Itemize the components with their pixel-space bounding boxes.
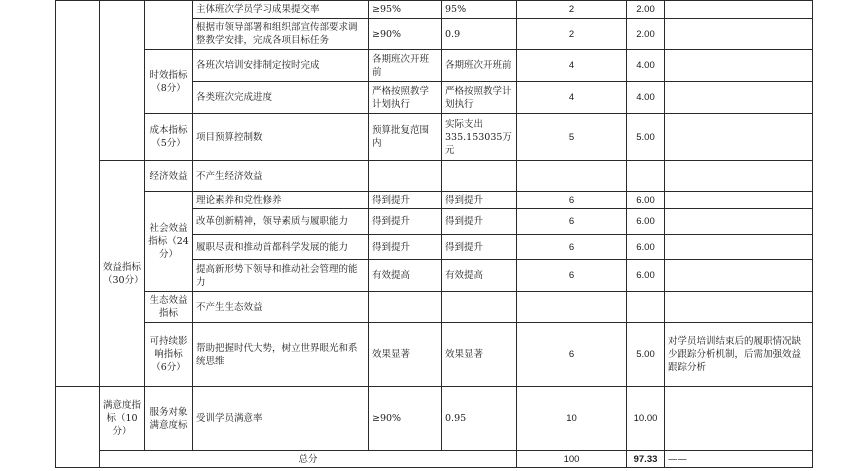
indicator-name: 各类班次完成进度	[193, 82, 369, 114]
total-remark: ——	[665, 451, 813, 468]
target-value: 效果显著	[369, 323, 442, 387]
total-score: 97.33	[627, 451, 665, 468]
weight: 10	[517, 387, 627, 451]
indicator-name: 各班次培训安排制定按时完成	[193, 50, 369, 82]
table-row	[56, 323, 813, 387]
score: 2.00	[627, 1, 665, 19]
total-label: 总分	[100, 451, 517, 468]
target-value	[369, 161, 442, 192]
table-row	[56, 50, 813, 82]
total-row	[56, 451, 813, 468]
remark	[665, 235, 813, 260]
remark	[665, 114, 813, 161]
benefit-indicator-cell: 效益指标（30分）	[100, 161, 145, 387]
score: 5.00	[627, 323, 665, 387]
weight	[517, 161, 627, 192]
target-value	[369, 292, 442, 323]
col-a-cell	[56, 387, 100, 468]
remark	[665, 209, 813, 235]
remark	[665, 82, 813, 114]
remark	[665, 260, 813, 292]
total-weight: 100	[517, 451, 627, 468]
remark: 对学员培训结束后的履职情况缺少跟踪分析机制，后需加强效益跟踪分析	[665, 323, 813, 387]
satisfaction-indicator-cell: 满意度指标（10分）	[100, 387, 145, 451]
score: 6.00	[627, 235, 665, 260]
actual-value: 实际支出335.153035万元	[442, 114, 517, 161]
remark	[665, 387, 813, 451]
weight: 2	[517, 1, 627, 19]
target-value: 各期班次开班前	[369, 50, 442, 82]
table-row	[56, 192, 813, 209]
table-row	[56, 387, 813, 451]
indicator-name: 不产生生态效益	[193, 292, 369, 323]
remark	[665, 192, 813, 209]
actual-value: 得到提升	[442, 235, 517, 260]
remark	[665, 1, 813, 19]
table-row	[56, 1, 813, 19]
indicator-name: 履职尽责和推动首都科学发展的能力	[193, 235, 369, 260]
indicator-name: 主体班次学员学习成果提交率	[193, 1, 369, 19]
indicator-group-cell	[145, 1, 193, 50]
weight	[517, 292, 627, 323]
target-value: 得到提升	[369, 235, 442, 260]
target-value: 得到提升	[369, 209, 442, 235]
table-row	[56, 292, 813, 323]
actual-value	[442, 161, 517, 192]
actual-value	[442, 292, 517, 323]
remark	[665, 50, 813, 82]
weight: 4	[517, 82, 627, 114]
score: 6.00	[627, 192, 665, 209]
indicator-group-cell: 可持续影响指标（6分）	[145, 323, 193, 387]
target-value: 有效提高	[369, 260, 442, 292]
indicator-group-cell: 经济效益	[145, 161, 193, 192]
actual-value: 0.95	[442, 387, 517, 451]
indicator-name: 不产生经济效益	[193, 161, 369, 192]
score: 4.00	[627, 82, 665, 114]
actual-value: 95%	[442, 1, 517, 19]
score: 6.00	[627, 260, 665, 292]
target-value: ≥90%	[369, 19, 442, 50]
weight: 6	[517, 260, 627, 292]
score	[627, 292, 665, 323]
weight: 6	[517, 323, 627, 387]
remark	[665, 19, 813, 50]
indicator-name: 提高新形势下领导和推动社会管理的能力	[193, 260, 369, 292]
col-a-cell	[56, 1, 100, 387]
actual-value: 严格按照教学计划执行	[442, 82, 517, 114]
performance-evaluation-table	[55, 0, 813, 468]
actual-value: 得到提升	[442, 209, 517, 235]
weight: 6	[517, 209, 627, 235]
score: 10.00	[627, 387, 665, 451]
target-value: ≥95%	[369, 1, 442, 19]
table-row	[56, 114, 813, 161]
target-value: ≥90%	[369, 387, 442, 451]
indicator-group-cell: 生态效益指标	[145, 292, 193, 323]
indicator-group-cell: 社会效益指标（24分）	[145, 192, 193, 292]
target-value: 预算批复范围内	[369, 114, 442, 161]
score: 2.00	[627, 19, 665, 50]
weight: 5	[517, 114, 627, 161]
actual-value: 效果显著	[442, 323, 517, 387]
table-row	[56, 161, 813, 192]
indicator-name: 项目预算控制数	[193, 114, 369, 161]
weight: 6	[517, 192, 627, 209]
indicator-name: 根据市领导部署和组织部宣传部要求调整教学安排，完成各项目标任务	[193, 19, 369, 50]
indicator-group-cell: 时效指标（8分）	[145, 50, 193, 114]
weight: 6	[517, 235, 627, 260]
remark	[665, 292, 813, 323]
indicator-name: 改革创新精神，领导素质与履职能力	[193, 209, 369, 235]
score	[627, 161, 665, 192]
score: 5.00	[627, 114, 665, 161]
actual-value: 有效提高	[442, 260, 517, 292]
actual-value: 得到提升	[442, 192, 517, 209]
weight: 2	[517, 19, 627, 50]
indicator-group-cell: 服务对象满意度标	[145, 387, 193, 451]
score: 6.00	[627, 209, 665, 235]
weight: 4	[517, 50, 627, 82]
remark	[665, 161, 813, 192]
target-value: 得到提升	[369, 192, 442, 209]
indicator-name: 受训学员满意率	[193, 387, 369, 451]
indicator-name: 理论素养和党性修养	[193, 192, 369, 209]
actual-value: 0.9	[442, 19, 517, 50]
indicator-name: 帮助把握时代大势，树立世界眼光和系统思维	[193, 323, 369, 387]
score: 4.00	[627, 50, 665, 82]
col-b-cell	[100, 1, 145, 161]
indicator-group-cell: 成本指标（5分）	[145, 114, 193, 161]
target-value: 严格按照教学计划执行	[369, 82, 442, 114]
actual-value: 各期班次开班前	[442, 50, 517, 82]
